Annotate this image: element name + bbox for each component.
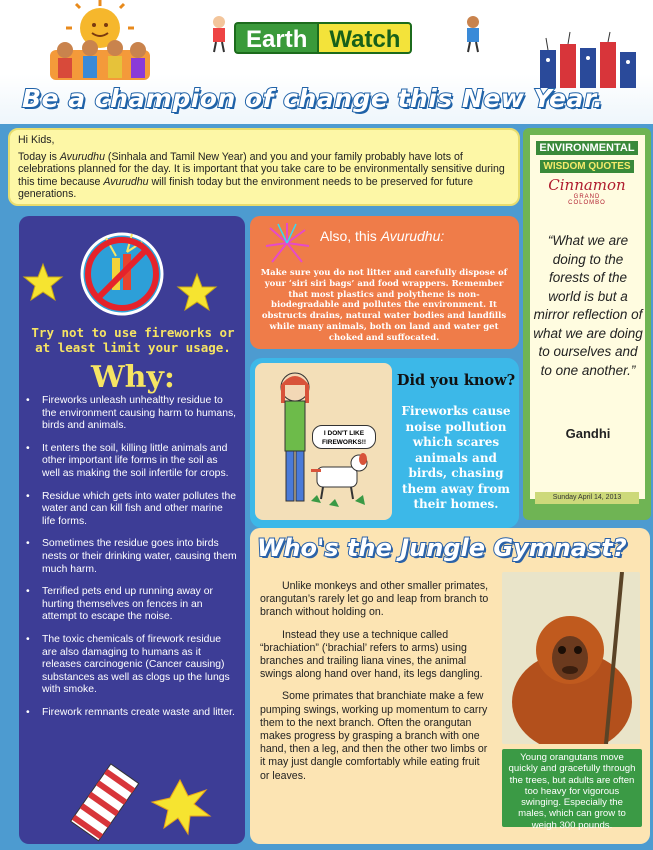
list-item: • It enters the soil, killing little animals and other important life forms in the soil as well as making the soil infertile for crops.: [24, 443, 238, 481]
why-list: [24, 395, 238, 729]
jungle-paragraph: Some primates that branchiate make a few pumping swings, working up momentum to carry them to the next branch. Often the orangutan makes progress by grasping a branch with one hand, then a leg, and then the other two limbs or it may just dangle comfortably while eating fruit or leaves.: [260, 690, 488, 782]
kid-left-icon: [206, 14, 232, 54]
badge-line2: WISDOM QUOTES: [540, 160, 633, 173]
wisdom-quotes-badge: [535, 138, 639, 210]
logo-watch-text: Watch: [317, 22, 412, 54]
issue-date: Sunday April 14, 2013: [535, 492, 639, 504]
jungle-paragraph: Unlike monkeys and other smaller primates, orangutan’s rarely let go and leap from branch to branch without holding on.: [260, 580, 489, 619]
cinnamon-brand: Cinnamon: [548, 176, 626, 194]
also-title-prefix: Also, this: [320, 228, 381, 244]
kid-right-icon: [458, 14, 488, 54]
orangutan-illustration: [502, 572, 640, 744]
headline: Be a champion of change this New Year.: [22, 84, 604, 113]
list-item: • Fireworks unleash unhealthy residue to the environment causing harm to humans, birds and animals.: [24, 395, 238, 433]
intro-box: [8, 128, 520, 206]
earthwatch-logo: [234, 22, 454, 54]
did-you-know-body: Fireworks cause noise pollution which scares animals and birds, chasing them away from their homes.: [401, 404, 511, 511]
no-fireworks-icon: [76, 226, 168, 318]
also-body: Make sure you do not litter and carefully dispose of your ‘siri siri bags’ and food wrappers. Remember that most plastics and polythene is non-biodegradable and pollutes the environment. It obstructs drains, natural water bodies and landfills while many animals, both on land and water get choked and suffocated.: [260, 268, 508, 343]
jungle-paragraph: Instead they use a technique called “brachiation” (‘brachial’ refers to arms) using branches and trailing liana vines, the animal swings along hand over hand, its legs dangling.: [260, 628, 483, 681]
badge-line1: ENVIRONMENTAL: [536, 141, 637, 155]
gandhi-quote: “What we are doing to the forests of the world is but a mirror reflection of what we are doing to ourselves and to one another.”: [533, 233, 643, 378]
intro-body-prefix: Today is: [18, 150, 60, 163]
fireworks-cans-illustration: [530, 30, 645, 90]
orangutan-caption: Young orangutans move quickly and gracefully through the trees, but adults are often too heavy for vigorous swinging. Especially the males, which can grow to weigh 300 pounds.: [502, 749, 642, 827]
intro-avurudhu-2: Avurudhu: [103, 175, 149, 188]
quote-author: Gandhi: [565, 426, 611, 441]
sun-family-illustration: [40, 0, 160, 80]
list-item: • Sometimes the residue goes into birds nests or their drinking water, causing them much harm.: [24, 538, 238, 576]
logo-earth-text: Earth: [234, 22, 317, 54]
cinnamon-colombo: COLOMBO: [568, 200, 606, 206]
intro-body-suffix: will finish today but the environment needs to be preserved for future generations.: [18, 175, 474, 201]
cinnamon-grand: GRAND: [573, 194, 601, 200]
list-item: • The toxic chemicals of firework residue are also damaging to humans as it releases carcinogenic (Cancer causing) substances as well as clogs up the lungs with smoke.: [24, 634, 238, 697]
also-title: [320, 228, 510, 244]
intro-body-mid: (Sinhala and Tamil New Year) and you and your family probably have lots of celebrations planned for the day. It is important that you take care to be environmentally sensitive during this time because: [18, 150, 505, 188]
header: [0, 0, 653, 124]
also-title-em: Avurudhu:: [380, 228, 445, 244]
why-heading: Why:: [90, 360, 175, 395]
orangutan-photo: [502, 572, 640, 744]
right-star-icon: [176, 272, 218, 314]
intro-avurudhu-1: Avurudhu: [59, 150, 105, 163]
did-you-know-title: Did you know?: [396, 372, 516, 389]
intro-greeting: Hi Kids,: [18, 134, 55, 146]
left-star-icon: [22, 262, 64, 304]
firework-burst-icon: [262, 220, 312, 266]
fireworks-tip: Try not to use fireworks or at least limit your usage.: [31, 325, 235, 355]
speech-bubble: I DON'T LIKE FIREWORKS!!: [312, 425, 376, 449]
firecracker-icon: [60, 760, 220, 844]
jungle-body: [260, 580, 490, 792]
list-item: • Firework remnants create waste and litter.: [24, 707, 238, 720]
list-item: • Residue which gets into water pollutes the water and can kill fish and other marine life forms.: [24, 491, 238, 529]
jungle-title: Who's the Jungle Gymnast?: [257, 534, 627, 562]
intro-body: [18, 151, 510, 201]
list-item: • Terrified pets end up running away or hurting themselves on fences in an attempt to escape the noise.: [24, 586, 238, 624]
